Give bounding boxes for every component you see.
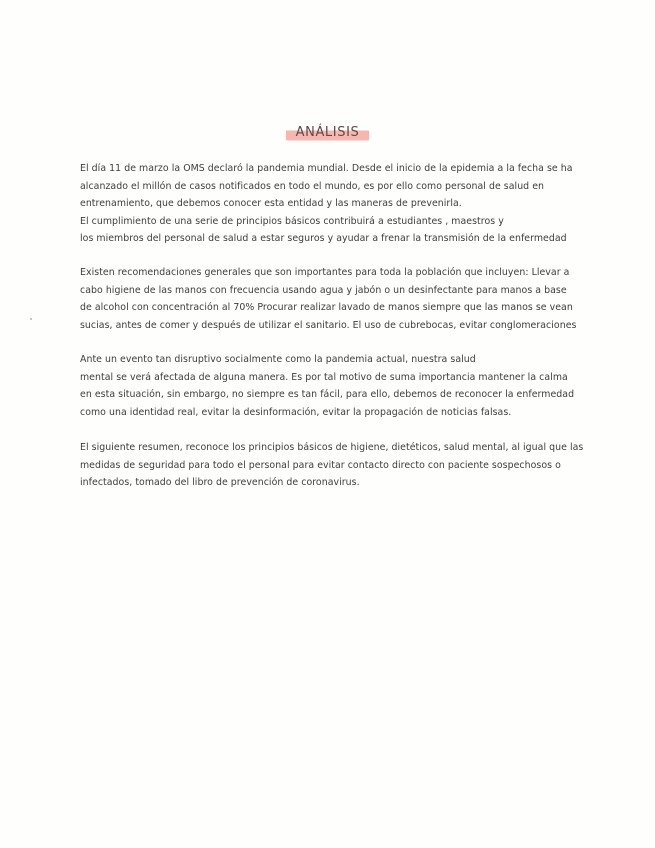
paragraph-mental-health	[80, 351, 620, 421]
paragraph-line: en esta situación, sin embargo, no siempre es tan fácil, para ello, debemos de reconocer la enfermedad	[80, 389, 575, 401]
paragraph-line: entrenamiento, que debemos conocer esta entidad y las maneras de prevenirla.	[80, 198, 462, 210]
paragraph-intro	[80, 160, 620, 248]
paragraph-line: cabo higiene de las manos con frecuencia usando agua y jabón o un desinfectante para manos a base	[80, 284, 567, 296]
paragraph-line: sucias, antes de comer y después de utilizar el sanitario. El uso de cubrebocas, evitar conglomeraciones	[80, 319, 577, 331]
paragraph-summary	[80, 439, 620, 492]
paragraph-line: infectados, tomado del libro de prevención de coronavirus.	[80, 477, 360, 489]
paragraph-line: de alcohol con concentración al 70% Procurar realizar lavado de manos siempre que las manos se vean	[80, 302, 573, 314]
paragraph-line: como una identidad real, evitar la desinformación, evitar la propagación de noticias falsas.	[80, 406, 512, 418]
paragraph-line: los miembros del personal de salud a estar seguros y ayudar a frenar la transmisión de la enfermedad	[80, 233, 567, 245]
paragraph-line: Existen recomendaciones generales que son importantes para toda la población que incluyen: Llevar a	[80, 267, 570, 278]
paragraph-recommendations	[80, 264, 620, 334]
paragraph-line: El cumplimiento de una serie de principios básicos contribuirá a estudiantes , maestros y	[80, 215, 504, 227]
paragraph-line: El siguiente resumen, reconoce los principios básicos de higiene, dietéticos, salud mental, al igual que las	[80, 442, 584, 453]
paragraph-line: Ante un evento tan disruptivo socialmente como la pandemia actual, nuestra salud	[80, 354, 476, 365]
page-title: ANÁLISIS	[286, 124, 370, 142]
scan-speck	[30, 318, 32, 320]
paragraph-line: medidas de seguridad para todo el personal para evitar contacto directo con paciente sospechosos o	[80, 459, 561, 471]
paragraph-line: mental se verá afectada de alguna manera. Es por tal motivo de suma importancia mantener la calma	[80, 371, 568, 383]
paragraph-line: alcanzado el millón de casos notificados en todo el mundo, es por ello como personal de salud en	[80, 180, 545, 192]
paragraph-line: El día 11 de marzo la OMS declaró la pandemia mundial. Desde el inicio de la epidemia a la fecha se ha	[80, 163, 573, 174]
title-container	[0, 121, 655, 142]
